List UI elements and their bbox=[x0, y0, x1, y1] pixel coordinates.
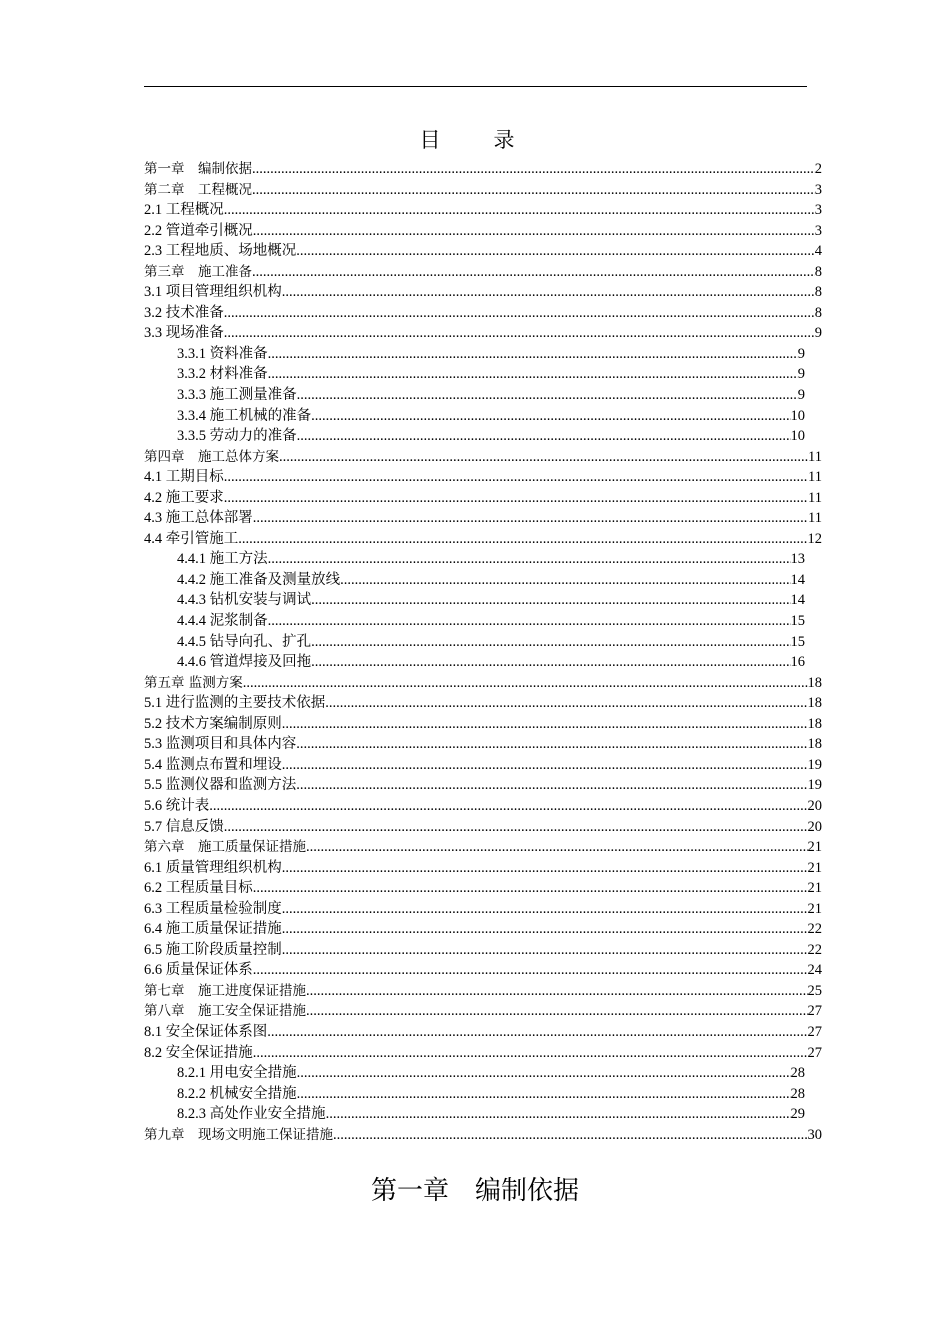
chapter-heading: 第一章 编制依据 bbox=[370, 1176, 579, 1206]
toc-entry[interactable] bbox=[144, 259, 844, 280]
toc-entry-label: 2.1 工程概况 bbox=[144, 202, 224, 219]
toc-entry[interactable] bbox=[144, 629, 844, 650]
toc-entry[interactable] bbox=[144, 1019, 844, 1040]
toc-leader-dots bbox=[282, 901, 808, 918]
toc-entry[interactable] bbox=[144, 608, 844, 629]
toc-entry-label: 4.4.4 泥浆制备 bbox=[177, 613, 268, 630]
toc-entry-label: 3.3 现场准备 bbox=[144, 325, 224, 342]
toc-leader-dots bbox=[282, 860, 808, 877]
toc-entry-page-number: 29 bbox=[790, 1106, 805, 1123]
toc-entry-label: 8.2 安全保证措施 bbox=[144, 1044, 253, 1061]
toc-entry[interactable] bbox=[144, 341, 844, 362]
toc-entry-page-number: 21 bbox=[807, 900, 822, 917]
toc-entry-page-number: 20 bbox=[807, 797, 822, 814]
toc-entry-page-number: 11 bbox=[808, 448, 822, 465]
toc-entry-label: 4.4.3 钻机安装与调试 bbox=[177, 592, 312, 609]
toc-entry[interactable] bbox=[144, 218, 844, 239]
toc-entry-page-number: 14 bbox=[790, 571, 805, 588]
toc-entry-label: 8.2.1 用电安全措施 bbox=[177, 1065, 297, 1082]
toc-title: 目 录 bbox=[419, 128, 531, 152]
toc-entry-label: 第八章 施工安全保证措施 bbox=[144, 1003, 306, 1020]
toc-entry-label: 6.4 施工质量保证措施 bbox=[144, 921, 282, 938]
toc-entry-label: 3.3.1 资料准备 bbox=[177, 345, 268, 362]
toc-leader-dots bbox=[282, 716, 808, 733]
toc-leader-dots bbox=[282, 942, 808, 959]
toc-entry-page-number: 28 bbox=[790, 1065, 805, 1082]
toc-entry[interactable] bbox=[144, 546, 844, 567]
toc-entry[interactable] bbox=[144, 361, 844, 382]
toc-leader-dots bbox=[279, 449, 808, 466]
toc-entry[interactable] bbox=[144, 834, 844, 855]
toc-leader-dots bbox=[340, 572, 790, 589]
toc-entry-label: 8.2.3 高处作业安全措施 bbox=[177, 1106, 326, 1123]
toc-entry[interactable] bbox=[144, 916, 844, 937]
toc-entry-label: 4.4.6 管道焊接及回拖 bbox=[177, 654, 312, 671]
toc-entry-page-number: 3 bbox=[814, 222, 822, 239]
toc-entry-label: 3.3.3 施工测量准备 bbox=[177, 387, 297, 404]
toc-leader-dots bbox=[268, 346, 798, 363]
toc-entry-page-number: 27 bbox=[807, 1023, 822, 1040]
toc-entry[interactable] bbox=[144, 957, 844, 978]
header-rule bbox=[144, 86, 807, 87]
toc-entry-label: 6.2 工程质量目标 bbox=[144, 880, 253, 897]
toc-leader-dots bbox=[296, 777, 807, 794]
toc-entry-label: 4.1 工期目标 bbox=[144, 469, 224, 486]
toc-leader-dots bbox=[224, 202, 815, 219]
toc-entry[interactable] bbox=[144, 670, 844, 691]
toc-entry-page-number: 4 bbox=[814, 243, 822, 260]
toc-entry-page-number: 3 bbox=[814, 181, 822, 198]
toc-leader-dots bbox=[311, 654, 790, 671]
toc-leader-dots bbox=[209, 798, 807, 815]
toc-entry-page-number: 8 bbox=[814, 263, 822, 280]
toc-entry-label: 6.5 施工阶段质量控制 bbox=[144, 941, 282, 958]
toc-entry-page-number: 11 bbox=[808, 469, 822, 486]
toc-entry[interactable] bbox=[144, 793, 844, 814]
toc-leader-dots bbox=[297, 428, 791, 445]
toc-leader-dots bbox=[306, 1003, 808, 1020]
toc-entry-page-number: 8 bbox=[814, 304, 822, 321]
toc-leader-dots bbox=[311, 408, 790, 425]
toc-entry-label: 2.3 工程地质、场地概况 bbox=[144, 243, 297, 260]
toc-entry[interactable] bbox=[144, 300, 844, 321]
toc-entry-page-number: 15 bbox=[790, 633, 805, 650]
toc-entry[interactable] bbox=[144, 752, 844, 773]
toc-leader-dots bbox=[296, 243, 815, 260]
toc-entry-page-number: 21 bbox=[807, 859, 822, 876]
toc-entry[interactable] bbox=[144, 649, 844, 670]
toc-leader-dots bbox=[297, 1086, 791, 1103]
toc-entry-label: 第九章 现场文明施工保证措施 bbox=[144, 1126, 333, 1143]
toc-leader-dots bbox=[253, 962, 808, 979]
toc-leader-dots bbox=[238, 531, 807, 548]
toc-entry-page-number: 10 bbox=[790, 407, 805, 424]
toc-entry[interactable] bbox=[144, 444, 844, 465]
toc-leader-dots bbox=[267, 1024, 807, 1041]
toc-entry-page-number: 11 bbox=[808, 510, 822, 527]
toc-entry[interactable] bbox=[144, 855, 844, 876]
toc-entry-page-number: 15 bbox=[790, 613, 805, 630]
toc-entry-label: 2.2 管道牵引概况 bbox=[144, 222, 253, 239]
toc-leader-dots bbox=[296, 736, 807, 753]
toc-entry-page-number: 9 bbox=[797, 366, 805, 383]
toc-entry-page-number: 9 bbox=[797, 345, 805, 362]
toc-entry[interactable] bbox=[144, 197, 844, 218]
toc-leader-dots bbox=[333, 1127, 808, 1144]
toc-entry[interactable] bbox=[144, 690, 844, 711]
toc-leader-dots bbox=[224, 819, 808, 836]
toc-entry-page-number: 21 bbox=[807, 880, 822, 897]
toc-entry[interactable] bbox=[144, 156, 844, 177]
toc-entry-page-number: 11 bbox=[808, 489, 822, 506]
toc-entry-label: 3.3.5 劳动力的准备 bbox=[177, 428, 297, 445]
toc-entry-page-number: 21 bbox=[807, 839, 822, 856]
toc-entry-label: 8.2.2 机械安全措施 bbox=[177, 1085, 297, 1102]
toc-entry[interactable] bbox=[144, 485, 844, 506]
toc-leader-dots bbox=[282, 284, 815, 301]
toc-leader-dots bbox=[252, 182, 815, 199]
toc-entry[interactable] bbox=[144, 1081, 844, 1102]
toc-entry-page-number: 30 bbox=[807, 1126, 822, 1143]
toc-entry[interactable] bbox=[144, 772, 844, 793]
toc-entry-label: 5.3 监测项目和具体内容 bbox=[144, 736, 297, 753]
toc-entry-page-number: 10 bbox=[790, 428, 805, 445]
toc-leader-dots bbox=[326, 1106, 791, 1123]
table-of-contents bbox=[144, 156, 844, 1142]
toc-entry[interactable] bbox=[144, 1060, 844, 1081]
toc-entry-label: 5.7 信息反馈 bbox=[144, 818, 224, 835]
toc-entry-page-number: 3 bbox=[814, 202, 822, 219]
toc-entry[interactable] bbox=[144, 567, 844, 588]
toc-entry[interactable] bbox=[144, 896, 844, 917]
toc-entry[interactable] bbox=[144, 526, 844, 547]
toc-entry[interactable] bbox=[144, 875, 844, 896]
toc-entry-label: 第一章 编制依据 bbox=[144, 161, 252, 177]
toc-entry-page-number: 9 bbox=[797, 387, 805, 404]
toc-entry-page-number: 14 bbox=[790, 592, 805, 609]
toc-leader-dots bbox=[252, 161, 815, 178]
toc-entry-label: 第三章 施工准备 bbox=[144, 263, 252, 280]
toc-entry-page-number: 25 bbox=[807, 982, 822, 999]
toc-entry-label: 6.1 质量管理组织机构 bbox=[144, 859, 282, 876]
toc-leader-dots bbox=[297, 1065, 791, 1082]
toc-entry[interactable] bbox=[144, 587, 844, 608]
toc-entry[interactable] bbox=[144, 464, 844, 485]
toc-entry-label: 5.1 进行监测的主要技术依据 bbox=[144, 695, 326, 712]
toc-leader-dots bbox=[253, 1045, 808, 1062]
toc-entry[interactable] bbox=[144, 238, 844, 259]
toc-entry-label: 4.4.2 施工准备及测量放线 bbox=[177, 571, 341, 588]
toc-entry-page-number: 18 bbox=[807, 674, 822, 691]
toc-leader-dots bbox=[224, 490, 808, 507]
toc-entry-label: 3.2 技术准备 bbox=[144, 304, 224, 321]
toc-entry[interactable] bbox=[144, 711, 844, 732]
toc-leader-dots bbox=[297, 387, 798, 404]
toc-entry-page-number: 9 bbox=[814, 325, 822, 342]
toc-entry-label: 5.6 统计表 bbox=[144, 797, 210, 814]
toc-leader-dots bbox=[224, 305, 815, 322]
toc-entry-label: 4.3 施工总体部署 bbox=[144, 510, 253, 527]
toc-leader-dots bbox=[306, 983, 808, 1000]
toc-entry[interactable] bbox=[144, 1122, 844, 1143]
toc-leader-dots bbox=[268, 613, 791, 630]
toc-entry-label: 第七章 施工进度保证措施 bbox=[144, 982, 306, 999]
toc-leader-dots bbox=[252, 264, 815, 281]
toc-leader-dots bbox=[253, 510, 808, 527]
toc-entry[interactable] bbox=[144, 423, 844, 444]
toc-leader-dots bbox=[224, 469, 808, 486]
toc-entry[interactable] bbox=[144, 1101, 844, 1122]
toc-entry-label: 3.3.4 施工机械的准备 bbox=[177, 407, 312, 424]
toc-entry[interactable] bbox=[144, 978, 844, 999]
toc-entry-label: 8.1 安全保证体系图 bbox=[144, 1023, 268, 1040]
toc-entry-page-number: 19 bbox=[807, 777, 822, 794]
toc-entry-label: 3.3.2 材料准备 bbox=[177, 366, 268, 383]
toc-entry-page-number: 24 bbox=[807, 962, 822, 979]
toc-entry-label: 第五章 监测方案 bbox=[144, 674, 243, 691]
toc-entry-page-number: 18 bbox=[807, 736, 822, 753]
toc-entry-label: 第二章 工程概况 bbox=[144, 181, 252, 198]
toc-entry[interactable] bbox=[144, 382, 844, 403]
toc-entry-label: 4.2 施工要求 bbox=[144, 489, 224, 506]
toc-entry-label: 4.4.1 施工方法 bbox=[177, 551, 268, 568]
toc-leader-dots bbox=[253, 223, 815, 240]
toc-entry[interactable] bbox=[144, 403, 844, 424]
toc-entry-label: 第四章 施工总体方案 bbox=[144, 448, 279, 465]
toc-entry-label: 5.5 监测仪器和监测方法 bbox=[144, 777, 297, 794]
toc-entry-page-number: 8 bbox=[814, 284, 822, 301]
toc-entry-label: 第六章 施工质量保证措施 bbox=[144, 839, 306, 856]
toc-entry-page-number: 2 bbox=[814, 161, 822, 177]
toc-leader-dots bbox=[282, 757, 808, 774]
toc-entry-page-number: 16 bbox=[790, 654, 805, 671]
toc-entry-label: 4.4.5 钻导向孔、扩孔 bbox=[177, 633, 312, 650]
toc-entry[interactable] bbox=[144, 320, 844, 341]
toc-leader-dots bbox=[311, 634, 790, 651]
toc-leader-dots bbox=[243, 675, 808, 692]
toc-leader-dots bbox=[253, 880, 808, 897]
toc-entry[interactable] bbox=[144, 998, 844, 1019]
toc-leader-dots bbox=[325, 695, 807, 712]
toc-entry-label: 3.1 项目管理组织机构 bbox=[144, 284, 282, 301]
toc-entry-page-number: 13 bbox=[790, 551, 805, 568]
toc-entry-page-number: 22 bbox=[807, 941, 822, 958]
toc-entry[interactable] bbox=[144, 505, 844, 526]
toc-leader-dots bbox=[306, 839, 808, 856]
toc-entry-label: 6.3 工程质量检验制度 bbox=[144, 900, 282, 917]
toc-entry-page-number: 22 bbox=[807, 921, 822, 938]
toc-entry-label: 6.6 质量保证体系 bbox=[144, 962, 253, 979]
toc-entry-page-number: 18 bbox=[807, 715, 822, 732]
toc-leader-dots bbox=[268, 366, 798, 383]
toc-entry-page-number: 27 bbox=[807, 1003, 822, 1020]
toc-entry[interactable] bbox=[144, 814, 844, 835]
toc-entry-label: 5.2 技术方案编制原则 bbox=[144, 715, 282, 732]
toc-entry[interactable] bbox=[144, 937, 844, 958]
toc-entry[interactable] bbox=[144, 279, 844, 300]
toc-leader-dots bbox=[224, 325, 815, 342]
toc-entry[interactable] bbox=[144, 731, 844, 752]
toc-entry[interactable] bbox=[144, 1040, 844, 1061]
toc-entry-page-number: 18 bbox=[807, 695, 822, 712]
toc-entry[interactable] bbox=[144, 177, 844, 198]
toc-leader-dots bbox=[268, 551, 791, 568]
toc-leader-dots bbox=[311, 592, 790, 609]
toc-entry-page-number: 28 bbox=[790, 1085, 805, 1102]
toc-entry-page-number: 12 bbox=[807, 530, 822, 547]
toc-entry-label: 4.4 牵引管施工 bbox=[144, 530, 239, 547]
toc-entry-page-number: 20 bbox=[807, 818, 822, 835]
toc-entry-label: 5.4 监测点布置和埋设 bbox=[144, 756, 282, 773]
toc-entry-page-number: 27 bbox=[807, 1044, 822, 1061]
toc-entry-page-number: 19 bbox=[807, 756, 822, 773]
toc-leader-dots bbox=[282, 921, 808, 938]
